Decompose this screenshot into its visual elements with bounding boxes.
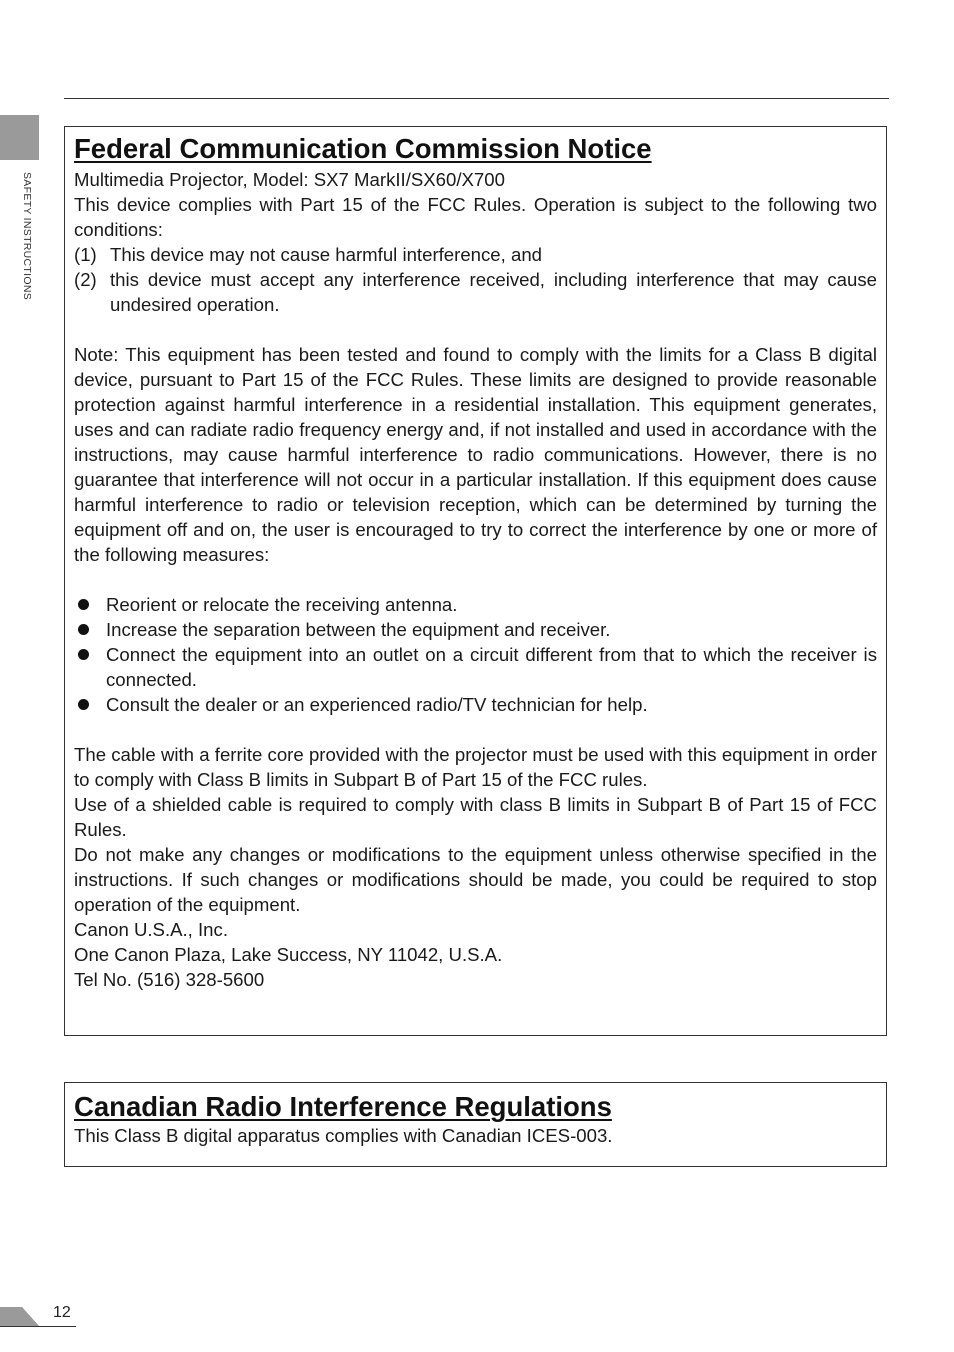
- section-side-label: SAFETY INSTRUCTIONS: [21, 172, 33, 301]
- measure-item: [74, 592, 877, 617]
- condition-item: [74, 267, 877, 317]
- header-rule: [64, 98, 889, 99]
- model-line: Multimedia Projector, Model: SX7 MarkII/SX60/X700: [74, 169, 505, 190]
- bullet-icon: [74, 617, 106, 642]
- fcc-note: Note: This equipment has been tested and found to comply with the limits for a Class B digital device, pursuant to Part 15 of the FCC Rules. These limits are designed to provide reasonable protection against harmful interference in a residential installation. This equipment generates, uses and can radiate radio frequency energy and, if not installed and used in accordance with the instructions, may cause harmful interference to radio communications. However, there is no guarantee that interference will not occur in a particular installation. If this equipment does cause harmful interference to radio or television reception, which can be determined by turning the equipment off and on, the user is encouraged to try to correct the interference by one or more of the following measures:: [74, 344, 877, 565]
- measure-item: [74, 617, 877, 642]
- bullet-icon: [74, 642, 106, 692]
- company-name: Canon U.S.A., Inc.: [74, 919, 228, 940]
- company-phone: Tel No. (516) 328-5600: [74, 969, 265, 990]
- bullet-icon: [74, 592, 106, 617]
- page-tab-marker: [0, 1307, 40, 1327]
- company-address: One Canon Plaza, Lake Success, NY 11042, U.S.A.: [74, 944, 503, 965]
- condition-text: This device may not cause harmful interference, and: [110, 244, 543, 265]
- footer-rule: [0, 1326, 76, 1327]
- canada-regulations-title: Canadian Radio Interference Regulations: [74, 1091, 612, 1122]
- measure-text: Reorient or relocate the receiving antenna.: [106, 594, 458, 615]
- measure-text: Consult the dealer or an experienced radio/TV technician for help.: [106, 694, 648, 715]
- condition-number: (2): [74, 269, 97, 290]
- measure-text: Increase the separation between the equipment and receiver.: [106, 619, 611, 640]
- fcc-intro: This device complies with Part 15 of the FCC Rules. Operation is subject to the following two conditions:: [74, 194, 877, 240]
- condition-text: this device must accept any interference received, including interference that may cause undesired operation.: [110, 269, 877, 315]
- measure-item: [74, 642, 877, 692]
- section-tab-marker: [0, 115, 39, 160]
- measure-item: [74, 692, 877, 717]
- condition-item: [74, 242, 877, 267]
- measure-text: Connect the equipment into an outlet on a circuit different from that to which the receiver is connected.: [106, 644, 877, 690]
- canada-regulations-text: This Class B digital apparatus complies with Canadian ICES-003.: [74, 1125, 613, 1146]
- modifications-paragraph: Do not make any changes or modifications to the equipment unless otherwise specified in the instructions. If such changes or modifications should be made, you could be required to stop operation of the equipment.: [74, 844, 877, 915]
- canada-regulations-box: [64, 1082, 887, 1167]
- shielded-cable-paragraph: Use of a shielded cable is required to comply with class B limits in Subpart B of Part 15 of FCC Rules.: [74, 794, 877, 840]
- bullet-icon: [74, 692, 106, 717]
- ferrite-cable-paragraph: The cable with a ferrite core provided with the projector must be used with this equipment in order to comply with Class B limits in Subpart B of Part 15 of the FCC rules.: [74, 744, 877, 790]
- page-number: 12: [53, 1304, 71, 1321]
- fcc-notice-box: [64, 126, 887, 1036]
- condition-number: (1): [74, 244, 97, 265]
- fcc-notice-title: Federal Communication Commission Notice: [74, 133, 652, 164]
